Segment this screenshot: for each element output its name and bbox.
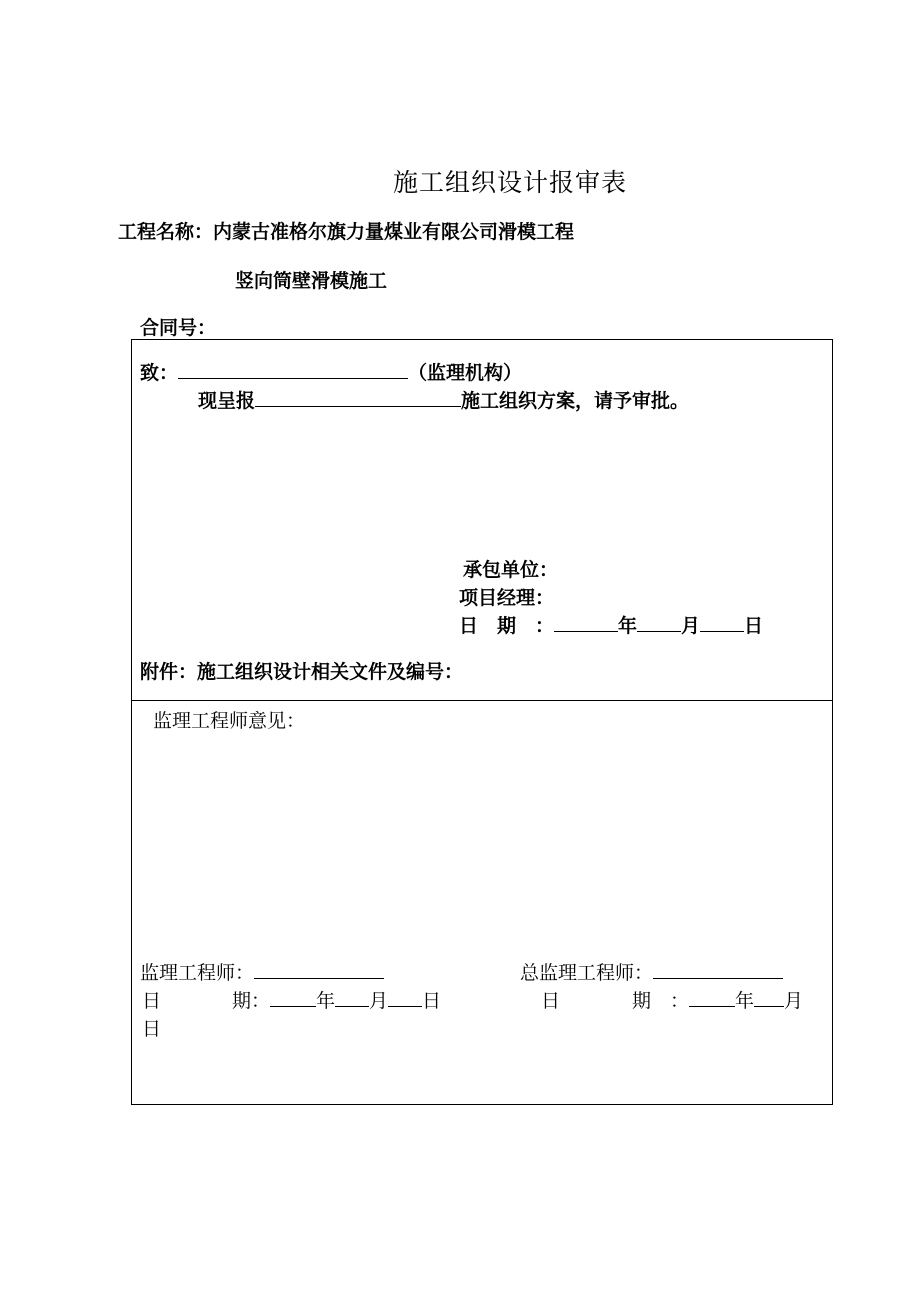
engineer-date-row xyxy=(232,986,441,1013)
chief-engineer-row xyxy=(520,958,783,985)
contractor-date-row xyxy=(459,611,763,638)
to-suffix: （监理机构） xyxy=(408,362,523,384)
year-label: 年 xyxy=(618,615,638,637)
chief-date-row xyxy=(632,986,803,1013)
engineer-date-qi: 期： xyxy=(232,990,271,1012)
report-suffix: 施工组织方案，请予审批。 xyxy=(461,390,690,412)
engineer-date-ri: 日 xyxy=(142,990,162,1012)
chief-month-label: 月 xyxy=(784,990,804,1012)
project-name: 内蒙古准格尔旗力量煤业有限公司滑模工程 xyxy=(213,221,575,243)
chief-date-day: 日 xyxy=(142,1018,162,1040)
chief-date-ri: 日 xyxy=(541,990,561,1012)
day-blank[interactable] xyxy=(700,612,744,632)
manager-label: 项目经理： xyxy=(459,587,555,609)
attachment-label: 附件：施工组织设计相关文件及编号： xyxy=(140,661,464,683)
project-label: 工程名称： xyxy=(118,221,214,243)
engineer-month-blank[interactable] xyxy=(335,987,369,1007)
day-label: 日 xyxy=(744,615,764,637)
engineer-day-blank[interactable] xyxy=(388,987,422,1007)
engineer-year-label: 年 xyxy=(316,990,336,1012)
engineer-day-label: 日 xyxy=(422,990,442,1012)
chief-date-qi: 期 ： xyxy=(632,990,690,1012)
supervisor-org-blank[interactable] xyxy=(178,359,408,379)
chief-year-label: 年 xyxy=(735,990,755,1012)
chief-signature-blank[interactable] xyxy=(653,959,783,979)
contractor-label: 承包单位： xyxy=(463,559,559,581)
engineer-month-label: 月 xyxy=(369,990,389,1012)
opinion-label: 监理工程师意见： xyxy=(153,710,306,732)
engineer-signature-blank[interactable] xyxy=(254,959,384,979)
month-label: 月 xyxy=(681,615,701,637)
page-title: 施工组织设计报审表 xyxy=(393,168,628,197)
report-row xyxy=(198,386,689,413)
date-label: 日 期 ： xyxy=(459,615,555,637)
section-divider xyxy=(131,700,832,701)
report-plan-blank[interactable] xyxy=(255,387,461,407)
chief-engineer-label: 总监理工程师： xyxy=(520,962,654,984)
contract-label: 合同号： xyxy=(140,317,217,339)
chief-month-blank[interactable] xyxy=(754,987,784,1007)
engineer-year-blank[interactable] xyxy=(270,987,316,1007)
chief-year-blank[interactable] xyxy=(689,987,735,1007)
to-row xyxy=(140,358,522,385)
engineer-label: 监理工程师： xyxy=(140,962,255,984)
month-blank[interactable] xyxy=(637,612,681,632)
project-name-line1 xyxy=(118,217,574,244)
to-label: 致： xyxy=(140,362,179,384)
project-name-line2: 竖向筒壁滑模施工 xyxy=(235,270,388,292)
engineer-row xyxy=(140,958,384,985)
year-blank[interactable] xyxy=(554,612,618,632)
report-prefix: 现呈报 xyxy=(198,390,256,412)
